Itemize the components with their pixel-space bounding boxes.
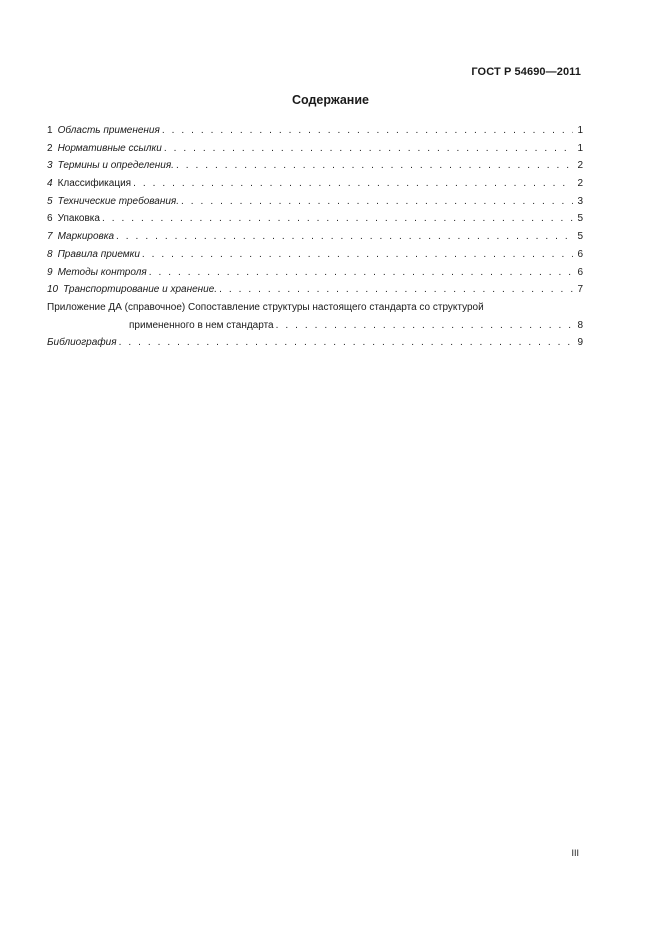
toc-item-page: 6: [577, 266, 583, 278]
toc-item-4[interactable]: [47, 175, 583, 193]
toc-leader-dots: [142, 246, 573, 264]
table-of-contents: [47, 122, 583, 352]
toc-leader-dots: [176, 157, 573, 175]
toc-item-number: 2: [47, 142, 53, 154]
toc-leader-dots: [119, 334, 573, 352]
toc-item-label: Упаковка: [57, 213, 100, 225]
toc-item-label: Область применения: [57, 125, 160, 136]
toc-item-number: 6: [47, 213, 53, 225]
document-code: ГОСТ Р 54690—2011: [471, 66, 581, 78]
toc-leader-dots: [133, 175, 573, 193]
toc-item-number: 1: [47, 125, 53, 136]
toc-item-label: Классификация: [57, 178, 132, 190]
toc-leader-dots: [164, 140, 573, 158]
toc-bibliography[interactable]: [47, 334, 583, 352]
toc-appendix[interactable]: [47, 299, 583, 334]
toc-item-number: 10: [47, 284, 59, 296]
toc-item-8[interactable]: [47, 246, 583, 264]
toc-item-number: 8: [47, 248, 53, 260]
toc-leader-dots: [149, 264, 573, 282]
toc-item-page: 1: [577, 142, 583, 154]
toc-appendix-title: Приложение ДА (справочное) Сопоставление структуры настоящего стандарта со структурой: [47, 301, 484, 313]
toc-item-5[interactable]: [47, 193, 583, 211]
toc-item-label: Методы контроля: [57, 266, 147, 278]
toc-leader-dots: [276, 317, 573, 335]
toc-item-10[interactable]: [47, 281, 583, 299]
toc-item-number: 9: [47, 266, 53, 278]
toc-item-page: 5: [577, 231, 583, 243]
toc-item-number: 3: [47, 160, 53, 172]
toc-item-label: Термины и определения.: [57, 160, 174, 172]
toc-item-label: Библиография: [47, 337, 117, 349]
toc-item-label: Технические требования.: [57, 195, 180, 207]
toc-item-6[interactable]: [47, 210, 583, 228]
toc-item-page: 2: [577, 178, 583, 190]
toc-appendix-continuation: [47, 317, 583, 335]
toc-item-page: 5: [577, 213, 583, 225]
toc-title: Содержание: [291, 93, 369, 107]
toc-item-label: Нормативные ссылки: [57, 142, 162, 154]
toc-item-number: 4: [47, 178, 53, 190]
toc-item-label: Маркировка: [57, 231, 115, 243]
toc-item-number: 5: [47, 195, 53, 207]
toc-leader-dots: [219, 281, 573, 299]
toc-item-page: 8: [577, 319, 583, 331]
toc-item-number: 7: [47, 231, 53, 243]
toc-item-3[interactable]: [47, 157, 583, 175]
toc-item-page: 7: [577, 284, 583, 296]
toc-leader-dots: [181, 193, 573, 211]
toc-item-1[interactable]: [47, 122, 583, 140]
toc-leader-dots: [162, 122, 573, 140]
toc-item-9[interactable]: [47, 264, 583, 282]
toc-item-page: 3: [577, 195, 583, 207]
toc-item-label: Правила приемки: [57, 248, 140, 260]
toc-item-page: 1: [577, 125, 583, 136]
toc-item-label: Транспортирование и хранение.: [63, 284, 218, 296]
toc-item-7[interactable]: [47, 228, 583, 246]
toc-item-page: 6: [577, 248, 583, 260]
page-number: III: [571, 848, 579, 858]
toc-item-page: 9: [577, 337, 583, 349]
toc-item-label: примененного в нем стандарта: [129, 319, 274, 331]
toc-leader-dots: [116, 228, 573, 246]
toc-leader-dots: [102, 210, 573, 228]
toc-item-2[interactable]: [47, 140, 583, 158]
toc-item-page: 2: [577, 160, 583, 172]
